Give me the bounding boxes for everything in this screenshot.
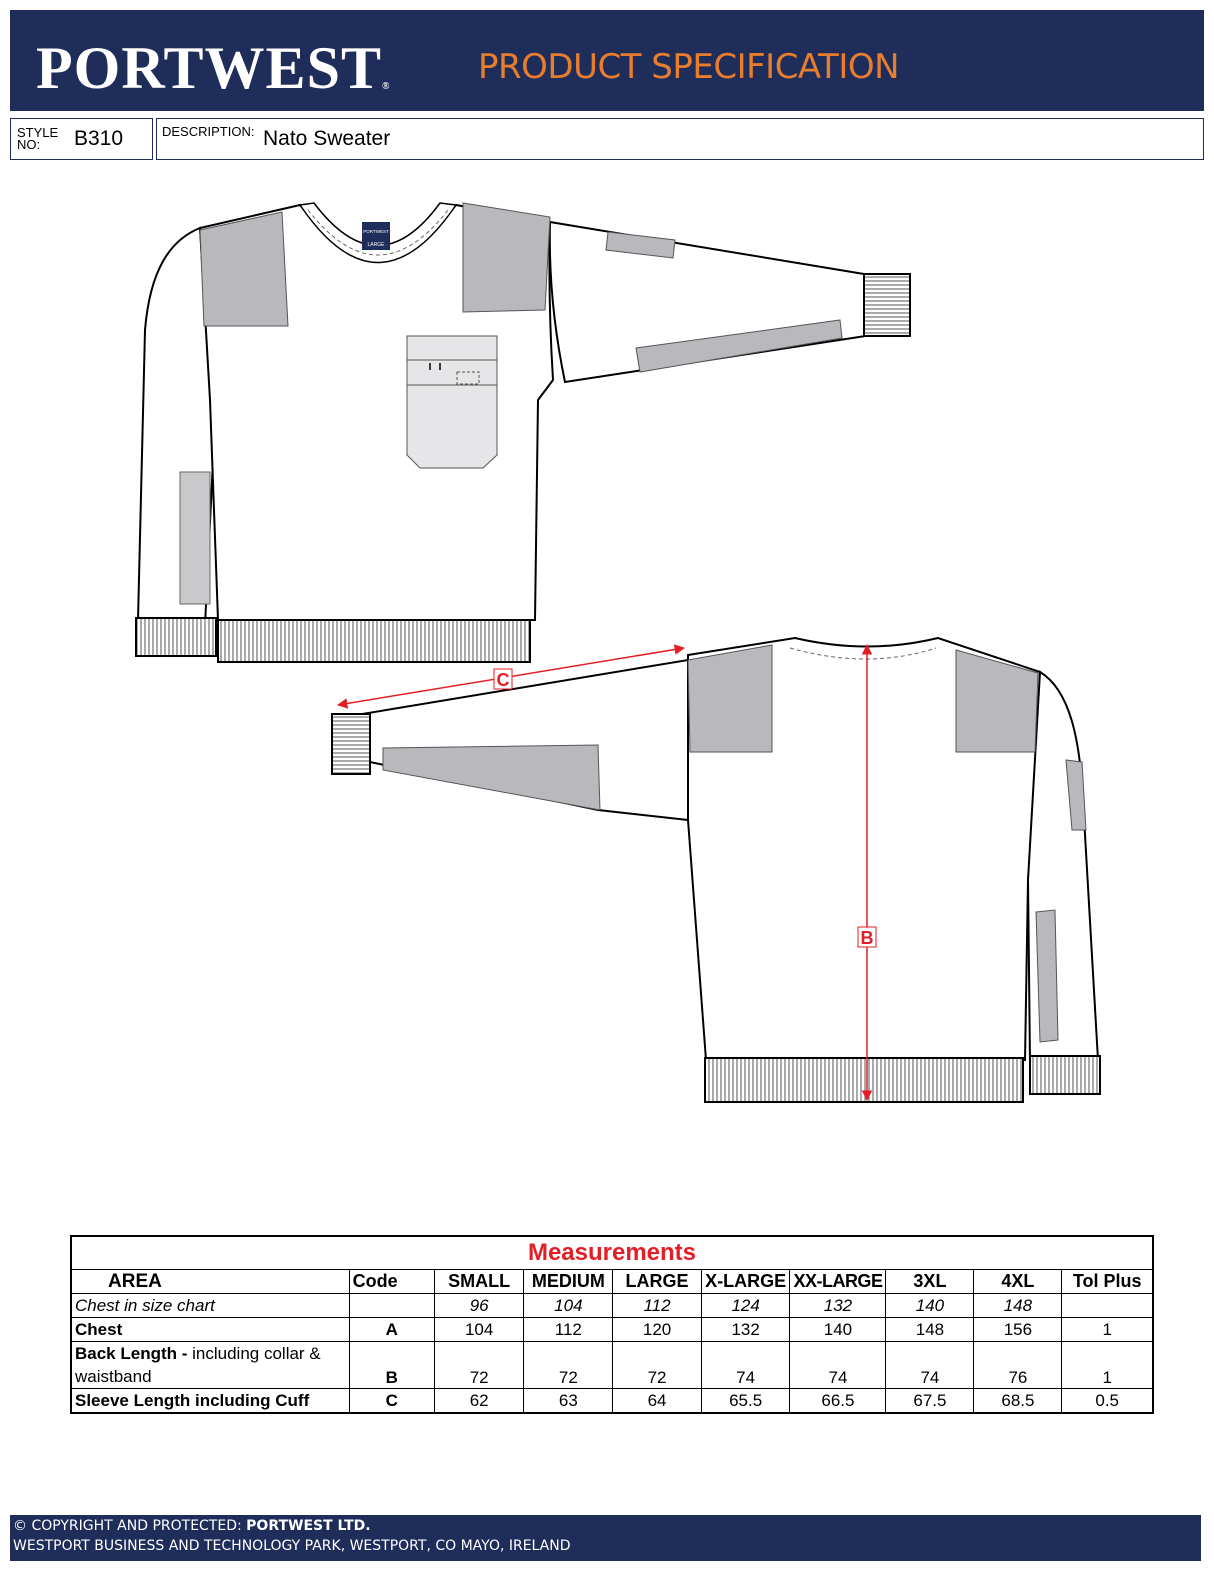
row-area: Chest in size chart — [71, 1294, 349, 1318]
row-value: 96 — [434, 1294, 524, 1318]
row-value: 72 — [524, 1342, 613, 1389]
row-value: 148 — [886, 1318, 974, 1342]
label-tag-brand: PORTWEST — [363, 229, 389, 234]
footer-address: WESTPORT BUSINESS AND TECHNOLOGY PARK, WESTPORT, CO MAYO, IRELAND — [13, 1538, 571, 1554]
header-size: 3XL — [886, 1270, 974, 1294]
header-size: XX-LARGE — [790, 1270, 886, 1294]
row-value: 64 — [613, 1389, 702, 1414]
row-value: 74 — [701, 1342, 790, 1389]
back-left-cuff — [332, 714, 370, 774]
row-value: 65.5 — [701, 1389, 790, 1414]
front-shoulder-patch-right — [463, 203, 550, 312]
header-size: X-LARGE — [701, 1270, 790, 1294]
row-value: 63 — [524, 1389, 613, 1414]
row-area: Back Length - including collar & waistband — [71, 1342, 349, 1389]
measurements-title: Measurements — [71, 1236, 1153, 1270]
chest-pocket-flap — [407, 360, 497, 385]
row-value: 112 — [524, 1318, 613, 1342]
row-value: 140 — [790, 1318, 886, 1342]
back-shoulder-patch-right — [956, 650, 1038, 752]
style-number: B310 — [74, 127, 124, 150]
row-code — [349, 1294, 434, 1318]
measure-marker-b: B — [860, 928, 874, 948]
description-value: Nato Sweater — [263, 127, 391, 150]
header-size: MEDIUM — [524, 1270, 613, 1294]
table-row — [71, 1342, 1153, 1389]
front-waistband — [218, 620, 530, 662]
row-tol: 1 — [1062, 1342, 1153, 1389]
back-view — [332, 638, 1100, 1102]
description-label: DESCRIPTION: — [162, 124, 255, 139]
table-header-row — [71, 1270, 1153, 1294]
row-value: 72 — [613, 1342, 702, 1389]
back-left-sleeve — [338, 660, 688, 820]
label-tag-size: LARGE — [367, 242, 385, 248]
row-value: 140 — [886, 1294, 974, 1318]
row-value: 72 — [434, 1342, 524, 1389]
back-waistband — [705, 1058, 1023, 1102]
row-value: 104 — [434, 1318, 524, 1342]
header-size: LARGE — [613, 1270, 702, 1294]
header-size: SMALL — [434, 1270, 524, 1294]
footer-banner — [10, 1515, 1201, 1561]
back-right-cuff — [1030, 1056, 1100, 1094]
row-tol: 1 — [1062, 1318, 1153, 1342]
measurements-title-row — [71, 1236, 1153, 1270]
row-value: 76 — [974, 1342, 1062, 1389]
table-row — [71, 1389, 1153, 1414]
chest-pocket — [407, 336, 497, 468]
front-view — [136, 203, 910, 662]
header-size: 4XL — [974, 1270, 1062, 1294]
brand-logo: PORTWEST® — [36, 35, 391, 101]
row-value: 132 — [790, 1294, 886, 1318]
row-value: 74 — [886, 1342, 974, 1389]
row-value: 112 — [613, 1294, 702, 1318]
table-row — [71, 1294, 1153, 1318]
row-value: 148 — [974, 1294, 1062, 1318]
row-code: B — [349, 1342, 434, 1389]
front-left-cuff — [136, 618, 216, 656]
page-title: PRODUCT SPECIFICATION — [478, 47, 900, 87]
row-area: Sleeve Length including Cuff — [71, 1389, 349, 1414]
back-forearm-patch — [383, 745, 600, 810]
front-shoulder-patch-left — [200, 212, 288, 326]
row-value: 104 — [524, 1294, 613, 1318]
back-shoulder-patch-left — [688, 645, 772, 752]
header-area: AREA — [71, 1270, 349, 1294]
front-right-cuff — [864, 274, 910, 336]
row-tol — [1062, 1294, 1153, 1318]
row-code: A — [349, 1318, 434, 1342]
row-value: 156 — [974, 1318, 1062, 1342]
row-value: 120 — [613, 1318, 702, 1342]
measurements-table — [70, 1235, 1154, 1414]
footer-copyright: © COPYRIGHT AND PROTECTED: PORTWEST LTD. — [13, 1518, 371, 1534]
row-value: 132 — [701, 1318, 790, 1342]
row-value: 62 — [434, 1389, 524, 1414]
row-value: 68.5 — [974, 1389, 1062, 1414]
front-elbow-patch — [180, 472, 210, 604]
style-no-label: NO: — [17, 137, 41, 152]
row-tol: 0.5 — [1062, 1389, 1153, 1414]
row-value: 66.5 — [790, 1389, 886, 1414]
back-elbow-patch — [1036, 910, 1058, 1042]
row-value: 124 — [701, 1294, 790, 1318]
measure-marker-c: C — [496, 670, 510, 690]
header-code: Code — [349, 1270, 434, 1294]
header-tol: Tol Plus — [1062, 1270, 1153, 1294]
table-row — [71, 1318, 1153, 1342]
row-code: C — [349, 1389, 434, 1414]
row-value: 74 — [790, 1342, 886, 1389]
row-area: Chest — [71, 1318, 349, 1342]
style-label: STYLE — [17, 125, 59, 140]
row-value: 67.5 — [886, 1389, 974, 1414]
